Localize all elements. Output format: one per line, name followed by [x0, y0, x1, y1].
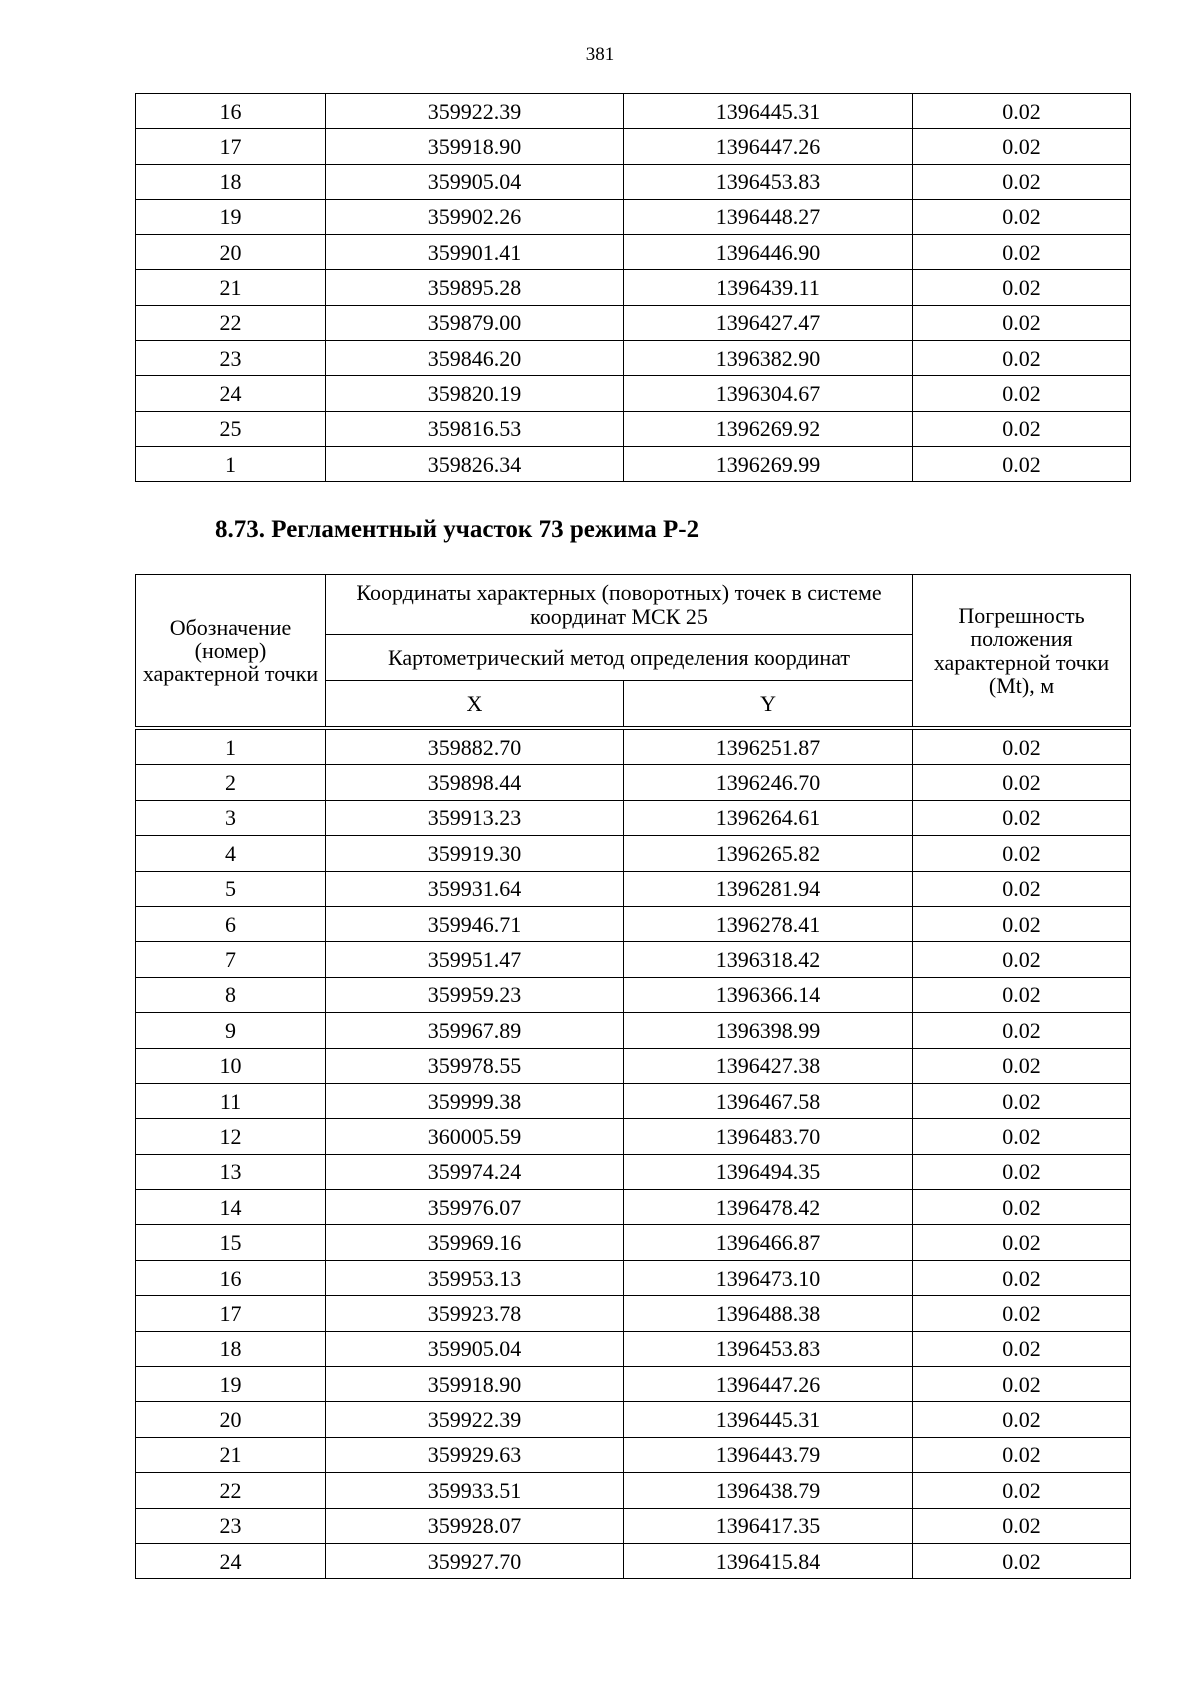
table-row — [136, 1190, 1131, 1225]
cell-error: 0.02 — [913, 164, 1131, 199]
cell-y: 1396453.83 — [624, 1331, 913, 1366]
cell-x: 359820.19 — [326, 376, 624, 411]
cell-y: 1396445.31 — [624, 1402, 913, 1437]
coordinates-table-continued-body — [136, 94, 1131, 482]
table-row — [136, 765, 1131, 800]
cell-error: 0.02 — [913, 977, 1131, 1012]
cell-x: 359905.04 — [326, 164, 624, 199]
table-row — [136, 341, 1131, 376]
cell-point-number: 21 — [136, 270, 326, 305]
cell-x: 359879.00 — [326, 305, 624, 340]
cell-point-number: 18 — [136, 164, 326, 199]
cell-y: 1396278.41 — [624, 906, 913, 941]
cell-point-number: 18 — [136, 1331, 326, 1366]
cell-point-number: 19 — [136, 1367, 326, 1402]
cell-x: 359913.23 — [326, 800, 624, 835]
table-row — [136, 411, 1131, 446]
table-row — [136, 730, 1131, 765]
cell-point-number: 3 — [136, 800, 326, 835]
cell-y: 1396415.84 — [624, 1543, 913, 1578]
cell-x: 359933.51 — [326, 1473, 624, 1508]
cell-y: 1396382.90 — [624, 341, 913, 376]
cell-x: 359922.39 — [326, 1402, 624, 1437]
cell-error: 0.02 — [913, 1331, 1131, 1366]
table-row — [136, 446, 1131, 481]
cell-y: 1396447.26 — [624, 1367, 913, 1402]
cell-point-number: 6 — [136, 906, 326, 941]
page-number: 381 — [585, 44, 615, 65]
table-row — [136, 1437, 1131, 1472]
cell-error: 0.02 — [913, 1225, 1131, 1260]
cell-error: 0.02 — [913, 800, 1131, 835]
cell-error: 0.02 — [913, 341, 1131, 376]
cell-x: 359978.55 — [326, 1048, 624, 1083]
table-row — [136, 1083, 1131, 1118]
cell-point-number: 2 — [136, 765, 326, 800]
cell-error: 0.02 — [913, 199, 1131, 234]
cell-x: 359976.07 — [326, 1190, 624, 1225]
cell-x: 360005.59 — [326, 1119, 624, 1154]
cell-y: 1396446.90 — [624, 235, 913, 270]
cell-x: 359919.30 — [326, 836, 624, 871]
header-method: Картометрический метод определения координат — [326, 635, 913, 681]
cell-error: 0.02 — [913, 1367, 1131, 1402]
table-row — [136, 129, 1131, 164]
table-row — [136, 199, 1131, 234]
cell-error: 0.02 — [913, 1296, 1131, 1331]
table-row — [136, 94, 1131, 129]
cell-y: 1396488.38 — [624, 1296, 913, 1331]
cell-y: 1396265.82 — [624, 836, 913, 871]
cell-x: 359967.89 — [326, 1013, 624, 1048]
cell-error: 0.02 — [913, 1473, 1131, 1508]
cell-y: 1396453.83 — [624, 164, 913, 199]
cell-point-number: 21 — [136, 1437, 326, 1472]
cell-point-number: 5 — [136, 871, 326, 906]
section-title: 8.73. Регламентный участок 73 режима Р-2 — [215, 516, 700, 543]
table-row — [136, 305, 1131, 340]
cell-y: 1396445.31 — [624, 94, 913, 129]
cell-y: 1396467.58 — [624, 1083, 913, 1118]
table-row — [136, 1296, 1131, 1331]
header-y: Y — [624, 681, 913, 727]
cell-point-number: 4 — [136, 836, 326, 871]
cell-x: 359816.53 — [326, 411, 624, 446]
coordinates-table-body — [136, 730, 1131, 1579]
cell-x: 359927.70 — [326, 1543, 624, 1578]
cell-point-number: 8 — [136, 977, 326, 1012]
cell-x: 359951.47 — [326, 942, 624, 977]
table-row — [136, 1013, 1131, 1048]
table-row — [136, 376, 1131, 411]
cell-y: 1396494.35 — [624, 1154, 913, 1189]
table-row — [136, 1508, 1131, 1543]
cell-x: 359974.24 — [326, 1154, 624, 1189]
cell-error: 0.02 — [913, 1402, 1131, 1437]
table-row — [136, 1048, 1131, 1083]
cell-point-number: 10 — [136, 1048, 326, 1083]
cell-y: 1396438.79 — [624, 1473, 913, 1508]
cell-x: 359895.28 — [326, 270, 624, 305]
cell-point-number: 1 — [136, 446, 326, 481]
cell-point-number: 12 — [136, 1119, 326, 1154]
cell-error: 0.02 — [913, 765, 1131, 800]
table-row — [136, 1473, 1131, 1508]
cell-point-number: 16 — [136, 94, 326, 129]
cell-point-number: 9 — [136, 1013, 326, 1048]
cell-x: 359929.63 — [326, 1437, 624, 1472]
table-row — [136, 1119, 1131, 1154]
cell-y: 1396448.27 — [624, 199, 913, 234]
cell-point-number: 22 — [136, 1473, 326, 1508]
table-row — [136, 1225, 1131, 1260]
coordinates-table-continued — [135, 93, 1131, 482]
cell-error: 0.02 — [913, 1048, 1131, 1083]
cell-error: 0.02 — [913, 446, 1131, 481]
cell-x: 359946.71 — [326, 906, 624, 941]
cell-error: 0.02 — [913, 129, 1131, 164]
cell-y: 1396269.92 — [624, 411, 913, 446]
cell-point-number: 15 — [136, 1225, 326, 1260]
cell-error: 0.02 — [913, 1543, 1131, 1578]
header-coordinates-title: Координаты характерных (поворотных) точек в системе координат МСК 25 — [326, 575, 913, 635]
cell-y: 1396366.14 — [624, 977, 913, 1012]
cell-y: 1396427.38 — [624, 1048, 913, 1083]
table-row — [136, 942, 1131, 977]
cell-error: 0.02 — [913, 235, 1131, 270]
cell-x: 359901.41 — [326, 235, 624, 270]
cell-y: 1396427.47 — [624, 305, 913, 340]
cell-x: 359918.90 — [326, 129, 624, 164]
cell-y: 1396251.87 — [624, 730, 913, 765]
cell-error: 0.02 — [913, 906, 1131, 941]
table-row — [136, 906, 1131, 941]
cell-point-number: 13 — [136, 1154, 326, 1189]
cell-error: 0.02 — [913, 1119, 1131, 1154]
cell-x: 359905.04 — [326, 1331, 624, 1366]
cell-x: 359918.90 — [326, 1367, 624, 1402]
cell-y: 1396398.99 — [624, 1013, 913, 1048]
coordinates-table-header — [135, 574, 1131, 727]
cell-point-number: 17 — [136, 129, 326, 164]
cell-point-number: 17 — [136, 1296, 326, 1331]
cell-error: 0.02 — [913, 376, 1131, 411]
cell-error: 0.02 — [913, 305, 1131, 340]
table-row — [136, 270, 1131, 305]
cell-point-number: 11 — [136, 1083, 326, 1118]
cell-y: 1396443.79 — [624, 1437, 913, 1472]
cell-error: 0.02 — [913, 836, 1131, 871]
cell-x: 359922.39 — [326, 94, 624, 129]
cell-x: 359969.16 — [326, 1225, 624, 1260]
coordinates-table — [135, 729, 1131, 1579]
cell-y: 1396473.10 — [624, 1260, 913, 1295]
cell-y: 1396478.42 — [624, 1190, 913, 1225]
cell-y: 1396417.35 — [624, 1508, 913, 1543]
cell-error: 0.02 — [913, 270, 1131, 305]
cell-y: 1396281.94 — [624, 871, 913, 906]
table-row — [136, 1331, 1131, 1366]
cell-y: 1396269.99 — [624, 446, 913, 481]
table-row — [136, 1367, 1131, 1402]
cell-y: 1396447.26 — [624, 129, 913, 164]
cell-y: 1396466.87 — [624, 1225, 913, 1260]
cell-x: 359846.20 — [326, 341, 624, 376]
cell-point-number: 23 — [136, 341, 326, 376]
table-row — [136, 1543, 1131, 1578]
cell-point-number: 20 — [136, 235, 326, 270]
cell-y: 1396264.61 — [624, 800, 913, 835]
cell-error: 0.02 — [913, 730, 1131, 765]
cell-y: 1396483.70 — [624, 1119, 913, 1154]
cell-point-number: 24 — [136, 376, 326, 411]
table-row — [136, 164, 1131, 199]
cell-error: 0.02 — [913, 411, 1131, 446]
cell-error: 0.02 — [913, 942, 1131, 977]
header-x: X — [326, 681, 624, 727]
cell-x: 359826.34 — [326, 446, 624, 481]
cell-error: 0.02 — [913, 1013, 1131, 1048]
table-row — [136, 1260, 1131, 1295]
cell-error: 0.02 — [913, 1437, 1131, 1472]
cell-error: 0.02 — [913, 1083, 1131, 1118]
cell-error: 0.02 — [913, 1190, 1131, 1225]
table-row — [136, 1402, 1131, 1437]
table-row — [136, 836, 1131, 871]
cell-error: 0.02 — [913, 1508, 1131, 1543]
cell-point-number: 23 — [136, 1508, 326, 1543]
cell-x: 359882.70 — [326, 730, 624, 765]
cell-error: 0.02 — [913, 1260, 1131, 1295]
cell-error: 0.02 — [913, 1154, 1131, 1189]
table-row — [136, 977, 1131, 1012]
cell-x: 359953.13 — [326, 1260, 624, 1295]
table-row — [136, 235, 1131, 270]
cell-point-number: 20 — [136, 1402, 326, 1437]
cell-y: 1396246.70 — [624, 765, 913, 800]
cell-x: 359898.44 — [326, 765, 624, 800]
cell-point-number: 1 — [136, 730, 326, 765]
table-row — [136, 871, 1131, 906]
header-point-designation: Обозначение (номер) характерной точки — [136, 575, 326, 727]
cell-x: 359928.07 — [326, 1508, 624, 1543]
cell-x: 359999.38 — [326, 1083, 624, 1118]
cell-y: 1396318.42 — [624, 942, 913, 977]
cell-x: 359931.64 — [326, 871, 624, 906]
cell-error: 0.02 — [913, 94, 1131, 129]
cell-point-number: 19 — [136, 199, 326, 234]
header-error: Погрешность положения характерной точки (Mt), м — [913, 575, 1131, 727]
cell-point-number: 24 — [136, 1543, 326, 1578]
cell-y: 1396439.11 — [624, 270, 913, 305]
table-row — [136, 1154, 1131, 1189]
cell-point-number: 25 — [136, 411, 326, 446]
cell-x: 359923.78 — [326, 1296, 624, 1331]
cell-point-number: 16 — [136, 1260, 326, 1295]
table-row — [136, 800, 1131, 835]
cell-point-number: 22 — [136, 305, 326, 340]
cell-point-number: 14 — [136, 1190, 326, 1225]
cell-error: 0.02 — [913, 871, 1131, 906]
cell-x: 359959.23 — [326, 977, 624, 1012]
cell-x: 359902.26 — [326, 199, 624, 234]
cell-point-number: 7 — [136, 942, 326, 977]
cell-y: 1396304.67 — [624, 376, 913, 411]
